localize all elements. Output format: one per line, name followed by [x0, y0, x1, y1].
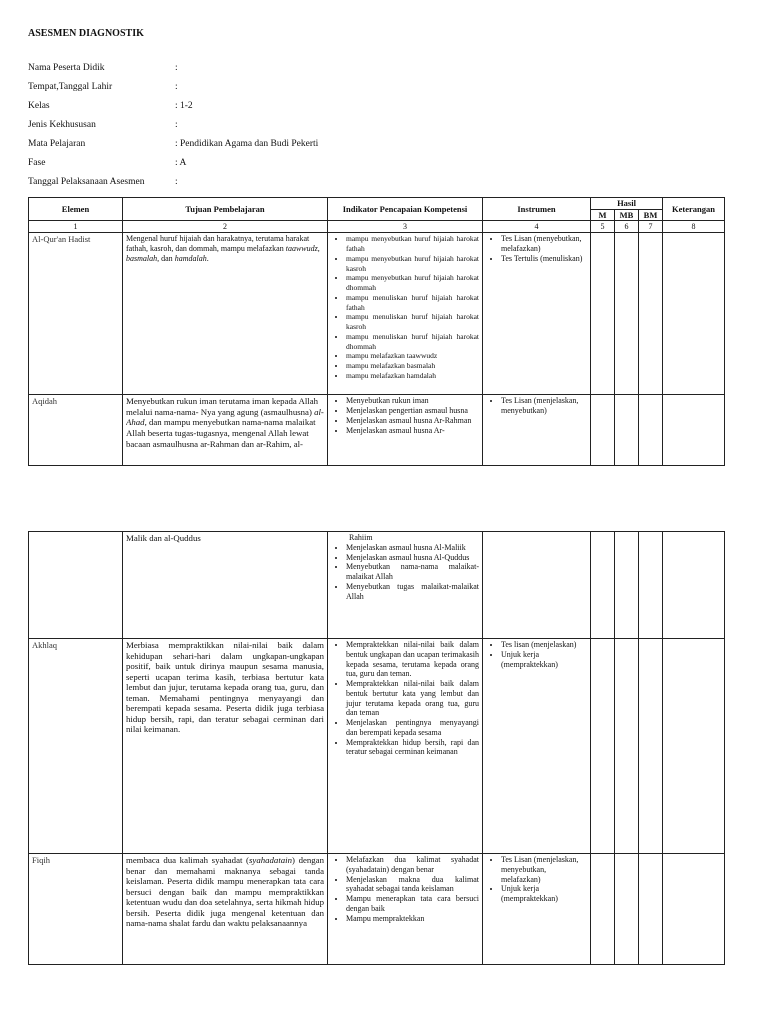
indikator-list [331, 396, 479, 435]
list-item: • Menjelaskan asmaul husna Al-Quddus [346, 553, 479, 563]
list-item: • Menjelaskan pentingnya menyayangi dan berempati kepada sesama [346, 718, 479, 738]
indikator-cell [328, 854, 483, 965]
table-row [29, 233, 725, 395]
m-cell [591, 532, 615, 639]
list-item: • Mampu mempraktekkan [346, 914, 479, 924]
tujuan-text: , [317, 244, 320, 254]
header-mb: MB [615, 210, 639, 221]
list-item: • Tes Lisan (menjelaskan, menyebutkan, melafazkan) [501, 855, 587, 884]
tujuan-cell [123, 854, 328, 965]
info-label: Tempat,Tanggal Lahir [28, 82, 113, 92]
column-number-row [29, 221, 725, 233]
instrumen-cell [483, 854, 591, 965]
header-tujuan: Tujuan Pembelajaran [123, 198, 328, 221]
column-number: 5 [591, 221, 615, 233]
list-item: • Menyebutkan rukun iman [346, 396, 479, 406]
bm-cell [639, 532, 663, 639]
list-item: • Tes Lisan (menyebutkan, melafazkan) [501, 234, 587, 254]
info-value: : A [175, 158, 186, 168]
mb-cell [615, 395, 639, 466]
list-item: • mampu menuliskan huruf hijaiah harokat fathah [346, 293, 479, 313]
info-value [175, 82, 178, 92]
keterangan-cell [663, 233, 725, 395]
info-label: Jenis Kekhususan [28, 120, 96, 130]
tujuan-cell: Merbiasa mempraktikkan nilai-nilai baik dalam kehidupan sehari-hari dalam ungkapan-ungkapan positif, baik untuk dirinya maupun sesama manusia, seperti ucapan terima kasih, terbiasa bertutur kata lembut dan jujur, terutama kepada orang tua, guru, dan teman. Memahami pentingnya menyayangi dan berempati kepada sesama. Peserta didik juga terbiasa hidup bersih, rapi, dan teratur sebagai cerminan dari nilai keimanan. [123, 639, 328, 854]
keterangan-cell [663, 639, 725, 854]
table-row [29, 639, 725, 854]
list-item: • mampu menuliskan huruf hijaiah harokat kasroh [346, 312, 479, 332]
info-value [175, 63, 178, 73]
tujuan-text: Mengenal huruf hijaiah dan harakatnya, terutama harakat fathah, kasroh, dan dommah, mampu melafazkan [126, 234, 310, 254]
indikator-cell [328, 395, 483, 466]
info-row [28, 82, 428, 101]
info-row [28, 63, 428, 82]
info-label: Tanggal Pelaksanaan Asesmen [28, 177, 145, 187]
assessment-table-page-2 [28, 531, 725, 965]
table-row [29, 395, 725, 466]
bm-cell [639, 639, 663, 854]
info-row [28, 139, 428, 158]
header-hasil: Hasil [591, 198, 663, 210]
column-number: 6 [615, 221, 639, 233]
tujuan-term: al-Ahad [126, 406, 324, 428]
m-cell [591, 395, 615, 466]
table-row [29, 854, 725, 965]
indikator-continued: Rahiim [349, 533, 373, 542]
info-value [175, 120, 178, 130]
header-keterangan: Keterangan [663, 198, 725, 221]
tujuan-term: taawwudz [285, 244, 318, 254]
list-item: • Mempraktekkan hidup bersih, rapi dan teratur sebagai cerminan keimanan [346, 738, 479, 758]
mb-cell [615, 532, 639, 639]
keterangan-cell [663, 532, 725, 639]
info-row [28, 177, 428, 196]
identity-section [28, 63, 428, 196]
list-item: • Mempraktekkan nilai-nilai baik dalam bentuk bertutur kata yang lembut dan jujur terutama kepada orang tua, guru dan teman [346, 679, 479, 718]
list-item: • mampu menyebutkan huruf hijaiah harokat dhommah [346, 273, 479, 293]
tujuan-text: ) dengan benar dan memahami maknanya sebagai tanda keislaman. Peserta didik mampu menerapkan tata cara bersuci dengan baik dan mampu mempraktikkan ketentuan wudu dan doa setelahnya, serta hikmah hidup bersih. Peserta didik juga mengenal ketentuan dan nama-nama shalat fardu dan waktu pelaksanaannya [126, 855, 324, 929]
info-value: : Pendidikan Agama dan Budi Pekerti [175, 139, 318, 149]
info-row [28, 120, 428, 139]
list-item: • Mampu menerapkan tata cara bersuci dengan baik [346, 894, 479, 914]
column-number: 3 [328, 221, 483, 233]
list-item: • Tes Tertulis (menuliskan) [501, 254, 587, 264]
elemen-cell [29, 532, 123, 639]
tujuan-term: syahadatain [249, 855, 293, 865]
assessment-table-page-1 [28, 197, 725, 466]
indikator-list [331, 543, 479, 602]
column-number: 8 [663, 221, 725, 233]
indikator-cell [328, 233, 483, 395]
mb-cell [615, 233, 639, 395]
info-row [28, 158, 428, 177]
list-item: • mampu menuliskan huruf hijaiah harokat dhommah [346, 332, 479, 352]
tujuan-text: Menyebutkan rukun iman terutama iman kepada Allah melalui nama-nama- Nya yang agung (asmaulhusna) [126, 396, 319, 417]
tujuan-term: hamdalah [174, 254, 207, 264]
instrumen-cell [483, 395, 591, 466]
indikator-cell [328, 639, 483, 854]
list-item: • Menjelaskan asmaul husna Ar- [346, 426, 479, 436]
elemen-cell: Al-Qur'an Hadist [29, 233, 123, 395]
list-item: • Menjelaskan asmaul husna Ar-Rahman [346, 416, 479, 426]
keterangan-cell [663, 854, 725, 965]
bm-cell [639, 233, 663, 395]
list-item: • mampu menyebutkan huruf hijaiah harokat fathah [346, 234, 479, 254]
column-number: 1 [29, 221, 123, 233]
list-item: • Melafazkan dua kalimat syahadat (syahadatain) dengan benar [346, 855, 479, 875]
column-number: 2 [123, 221, 328, 233]
bm-cell [639, 395, 663, 466]
instrumen-cell [483, 532, 591, 639]
list-item: • mampu menyebutkan huruf hijaiah harokat kasroh [346, 254, 479, 274]
tujuan-text: , dan mampu menyebutkan nama-nama malaikat Allah beserta tugas-tugasnya, mengenal Allah lewat bacaan asmaulhusna ar-Rahman dan ar-Rahim, al- [126, 417, 316, 449]
m-cell [591, 854, 615, 965]
list-item: • mampu melafazkan taawwudz [346, 351, 479, 361]
elemen-cell: Aqidah [29, 395, 123, 466]
mb-cell [615, 854, 639, 965]
indikator-cell [328, 532, 483, 639]
tujuan-cell: Malik dan al-Quddus [123, 532, 328, 639]
instrumen-list [486, 234, 587, 263]
tujuan-text: , dan [157, 254, 175, 264]
instrumen-list [486, 396, 587, 416]
indikator-list [331, 640, 479, 757]
list-item: • Menjelaskan asmaul husna Al-Maliik [346, 543, 479, 553]
list-item: • Menjelaskan makna dua kalimat syahadat sebagai tanda keislaman [346, 875, 479, 895]
column-number: 4 [483, 221, 591, 233]
elemen-cell: Akhlaq [29, 639, 123, 854]
list-item: • Unjuk kerja (mempraktekkan) [501, 650, 587, 670]
info-label: Mata Pelajaran [28, 139, 86, 149]
list-item: • Menjelaskan pengertian asmaul husna [346, 406, 479, 416]
instrumen-list [486, 640, 587, 669]
header-instrumen: Instrumen [483, 198, 591, 221]
tujuan-term: basmalah [126, 254, 158, 264]
list-item: • Tes Lisan (menjelaskan, menyebutkan) [501, 396, 587, 416]
header-indikator: Indikator Pencapaian Kompetensi [328, 198, 483, 221]
info-label: Kelas [28, 101, 50, 111]
header-m: M [591, 210, 615, 221]
list-item: • Unjuk kerja (mempraktekkan) [501, 884, 587, 904]
page-title: ASESMEN DIAGNOSTIK [28, 28, 144, 39]
instrumen-cell [483, 233, 591, 395]
mb-cell [615, 639, 639, 854]
header-elemen: Elemen [29, 198, 123, 221]
tujuan-text: . [206, 254, 209, 264]
header-bm: BM [639, 210, 663, 221]
column-number: 7 [639, 221, 663, 233]
info-value [175, 177, 178, 187]
list-item: • Menyebutkan nama-nama malaikat-malaikat Allah [346, 562, 479, 582]
info-value: : 1-2 [175, 101, 193, 111]
elemen-cell: Fiqih [29, 854, 123, 965]
info-row [28, 101, 428, 120]
tujuan-text: membaca dua kalimah syahadat ( [126, 855, 249, 865]
instrumen-list [486, 855, 587, 904]
tujuan-cell [123, 233, 328, 395]
list-item: • Mempraktekkan nilai-nilai baik dalam bentuk ungkapan dan ucapan terimakasih kepada sesama, terutama kepada orang tua, guru dan teman. [346, 640, 479, 679]
bm-cell [639, 854, 663, 965]
list-item: • mampu melafazkan basmalah [346, 361, 479, 371]
list-item: • Menyebutkan tugas malaikat-malaikat Allah [346, 582, 479, 602]
indikator-list [331, 234, 479, 380]
info-label: Nama Peserta Didik [28, 63, 105, 73]
table-row [29, 532, 725, 639]
list-item: • mampu melafazkan hamdalah [346, 371, 479, 381]
m-cell [591, 639, 615, 854]
keterangan-cell [663, 395, 725, 466]
list-item: • Tes lisan (menjelaskan) [501, 640, 587, 650]
info-label: Fase [28, 158, 46, 168]
indikator-list [331, 855, 479, 923]
m-cell [591, 233, 615, 395]
tujuan-cell [123, 395, 328, 466]
instrumen-cell [483, 639, 591, 854]
